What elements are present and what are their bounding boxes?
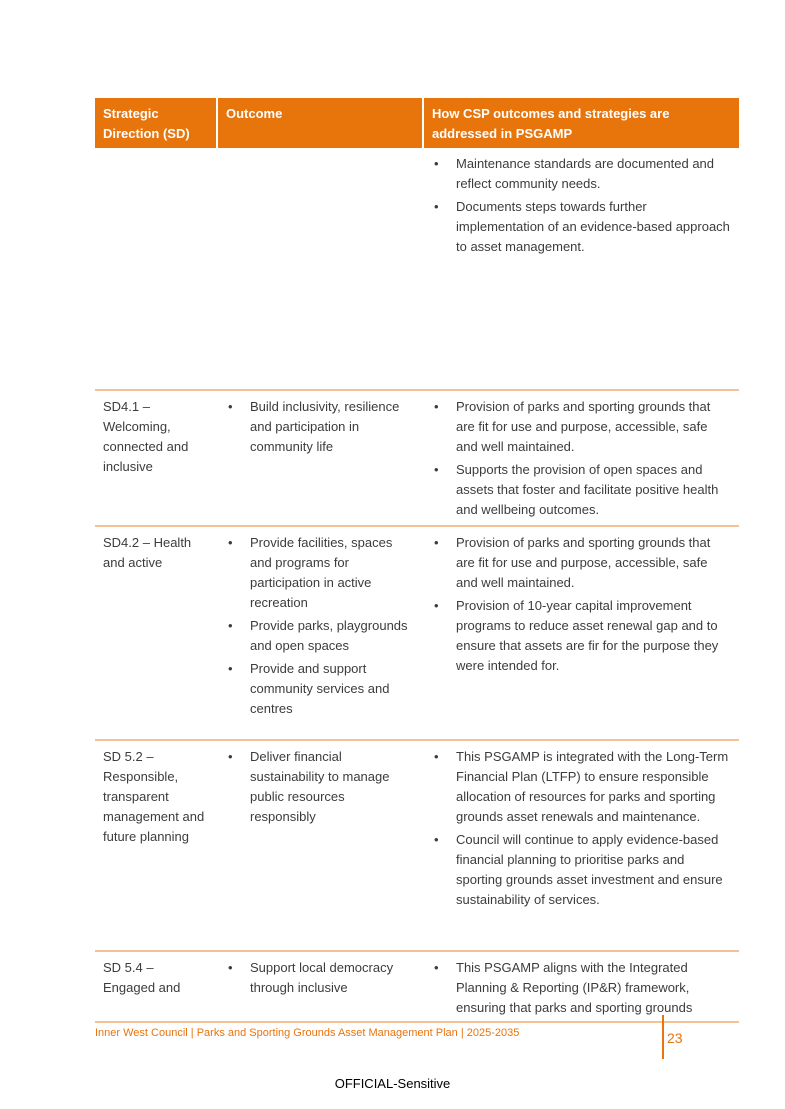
table-row [95, 148, 739, 391]
table-header-row [95, 98, 739, 148]
page-number: 23 [667, 1030, 683, 1046]
cell-outcome [216, 527, 422, 741]
list-item: • Deliver financial sustainability to manage public resources responsibly [224, 747, 414, 827]
cell-how [422, 527, 739, 741]
cell-how [422, 741, 739, 952]
cell-sd: SD4.1 – Welcoming, connected and inclusive [95, 391, 216, 527]
cell-sd: SD4.2 – Health and active [95, 527, 216, 741]
list-item: • Provision of parks and sporting grounds that are fit for use and purpose, accessible, safe and well maintained. [430, 533, 731, 593]
cell-outcome [216, 952, 422, 1023]
list-item: • Support local democracy through inclusive [224, 958, 414, 998]
list-item: • Maintenance standards are documented and reflect community needs. [430, 154, 731, 194]
csp-alignment-table [95, 98, 739, 1023]
list-item: • Provision of parks and sporting grounds that are fit for use and purpose, accessible, safe and well maintained. [430, 397, 731, 457]
list-item: • This PSGAMP is integrated with the Long-Term Financial Plan (LTFP) to ensure responsible allocation of resources for parks and sporting grounds asset renewals and maintenance. [430, 747, 731, 827]
cell-how [422, 148, 739, 391]
footer-divider [662, 1015, 664, 1059]
table-row [95, 741, 739, 952]
table-row [95, 527, 739, 741]
header-outcome: Outcome [216, 98, 422, 148]
cell-sd: SD 5.4 – Engaged and [95, 952, 216, 1023]
list-item: • Supports the provision of open spaces and assets that foster and facilitate positive health and wellbeing outcomes. [430, 460, 731, 520]
list-item: • Provide and support community services and centres [224, 659, 414, 719]
cell-outcome [216, 741, 422, 952]
header-strategic-direction: Strategic Direction (SD) [95, 98, 216, 148]
list-item: • Provision of 10-year capital improvement programs to reduce asset renewal gap and to ensure that assets are fir for the purpose they were intended for. [430, 596, 731, 676]
cell-sd: SD 5.2 – Responsible, transparent management and future planning [95, 741, 216, 952]
cell-sd-empty [95, 148, 216, 391]
cell-how [422, 952, 739, 1023]
list-item: • This PSGAMP aligns with the Integrated Planning & Reporting (IP&R) framework, ensuring that parks and sporting grounds [430, 958, 731, 1018]
list-item: • Council will continue to apply evidence-based financial planning to prioritise parks and sporting grounds asset investment and ensure sustainability of services. [430, 830, 731, 910]
list-item: • Documents steps towards further implementation of an evidence-based approach to asset management. [430, 197, 731, 257]
table-row [95, 952, 739, 1023]
list-item: • Provide parks, playgrounds and open spaces [224, 616, 414, 656]
footer-text: Inner West Council | Parks and Sporting Grounds Asset Management Plan | 2025-2035 [95, 1027, 520, 1039]
cell-outcome-empty [216, 148, 422, 391]
security-marking: OFFICIAL-Sensitive [334, 1076, 451, 1091]
header-how-addressed: How CSP outcomes and strategies are addressed in PSGAMP [422, 98, 739, 148]
cell-how [422, 391, 739, 527]
list-item: • Provide facilities, spaces and programs for participation in active recreation [224, 533, 414, 613]
cell-outcome [216, 391, 422, 527]
table-row [95, 391, 739, 527]
list-item: • Build inclusivity, resilience and participation in community life [224, 397, 414, 457]
